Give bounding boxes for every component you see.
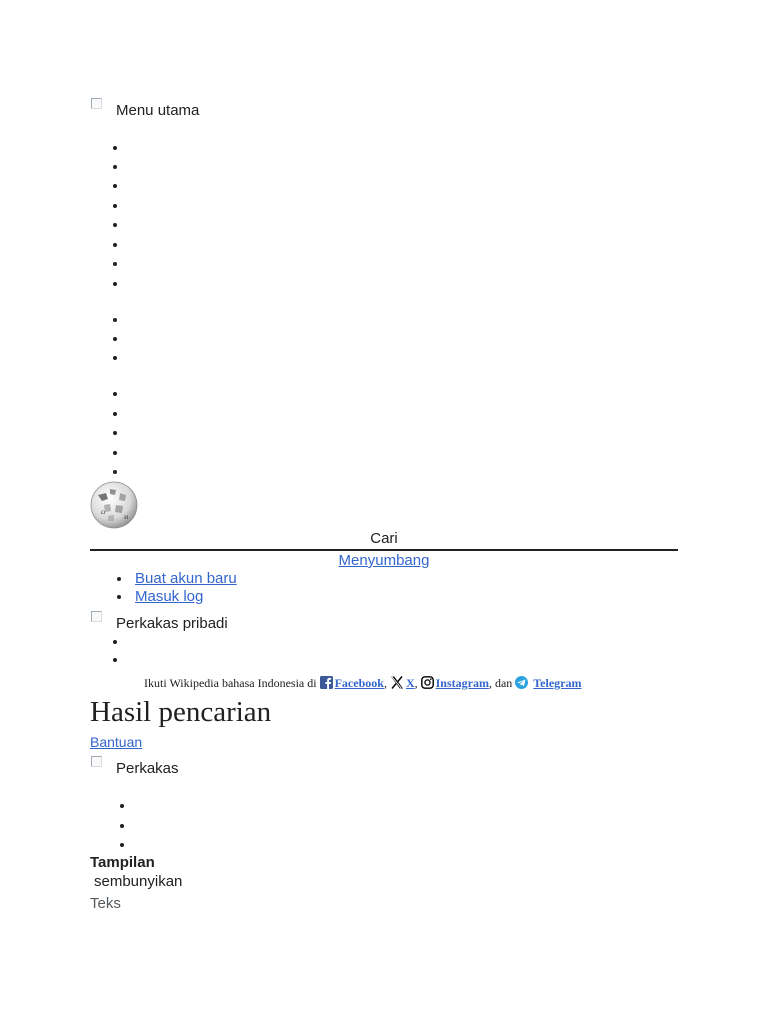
search-input-underline[interactable]	[90, 549, 678, 551]
list-item	[113, 640, 117, 644]
list-item	[113, 356, 117, 360]
list-item	[113, 431, 117, 435]
list-item	[117, 595, 121, 599]
separator-and: , dan	[488, 676, 513, 690]
tools-label[interactable]: Perkakas	[116, 760, 179, 777]
search-label[interactable]: Cari	[370, 530, 398, 547]
donate-row	[90, 552, 678, 569]
list-item	[113, 412, 117, 416]
list-item	[113, 184, 117, 188]
list-item	[113, 204, 117, 208]
telegram-icon	[515, 676, 528, 689]
appearance-text-heading: Teks	[90, 895, 121, 912]
list-item	[113, 165, 117, 169]
telegram-link[interactable]: Telegram	[533, 676, 582, 690]
instagram-icon	[421, 676, 434, 689]
page-title: Hasil pencarian	[90, 696, 272, 728]
instagram-link[interactable]: Instagram	[435, 676, 489, 690]
list-item	[113, 470, 117, 474]
follow-wikipedia-notice	[144, 676, 582, 691]
list-item	[120, 804, 124, 808]
personal-tools-label[interactable]: Perkakas pribadi	[116, 615, 228, 632]
facebook-link[interactable]: Facebook	[334, 676, 384, 690]
help-link[interactable]: Bantuan	[90, 734, 143, 750]
list-item	[113, 146, 117, 150]
create-account-link[interactable]: Buat akun baru	[135, 570, 237, 587]
follow-prefix: Ikuti Wikipedia bahasa Indonesia di	[144, 676, 317, 690]
list-item	[113, 223, 117, 227]
list-item	[113, 318, 117, 322]
tools-checkbox[interactable]	[91, 756, 102, 767]
wikipedia-globe-icon[interactable]	[90, 481, 138, 529]
list-item	[113, 451, 117, 455]
login-link[interactable]: Masuk log	[135, 588, 204, 605]
list-item	[113, 392, 117, 396]
donate-link[interactable]: Menyumbang	[338, 552, 430, 569]
list-item	[113, 243, 117, 247]
separator: ,	[383, 676, 387, 690]
list-item	[113, 282, 117, 286]
main-menu-label[interactable]: Menu utama	[116, 102, 200, 119]
x-icon	[390, 676, 404, 689]
appearance-hide-button[interactable]: sembunyikan	[94, 873, 183, 890]
list-item	[113, 262, 117, 266]
list-item	[113, 337, 117, 341]
main-menu-checkbox[interactable]	[91, 98, 102, 109]
list-item	[117, 577, 121, 581]
x-link[interactable]: X	[405, 676, 415, 690]
list-item	[120, 843, 124, 847]
list-item	[120, 824, 124, 828]
appearance-title: Tampilan	[90, 854, 155, 871]
facebook-icon	[320, 676, 333, 689]
svg-text:Ω: Ω	[101, 510, 106, 516]
separator: ,	[414, 676, 418, 690]
personal-tools-checkbox[interactable]	[91, 611, 102, 622]
list-item	[113, 658, 117, 662]
svg-text:И: И	[124, 515, 129, 521]
